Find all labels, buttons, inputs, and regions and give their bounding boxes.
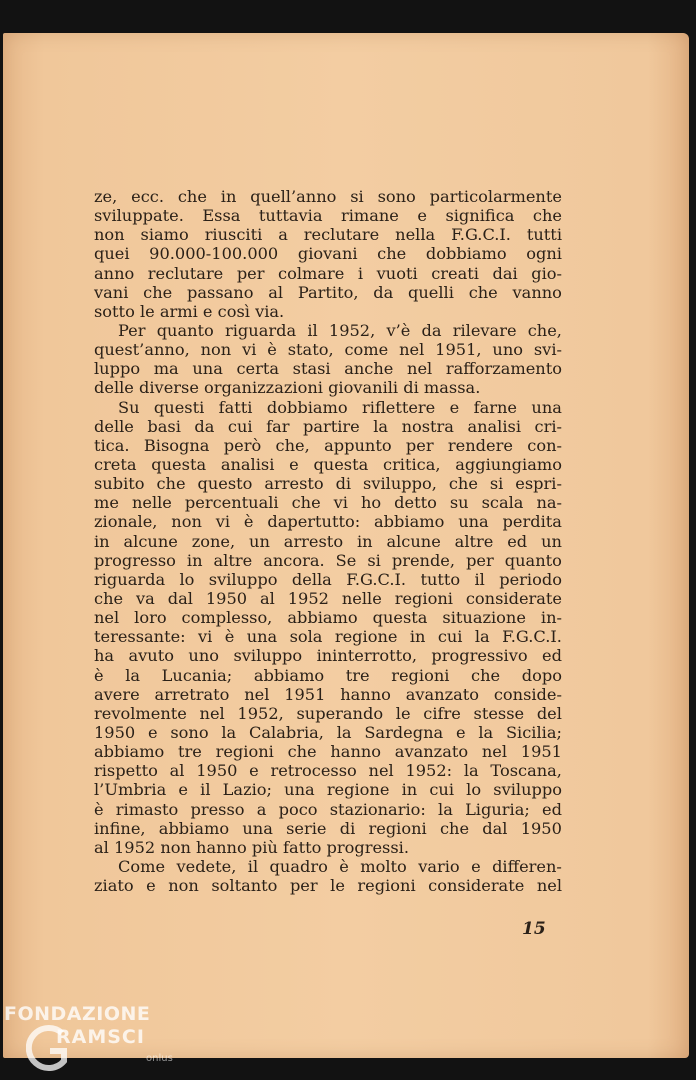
text-line: infine, abbiamo una serie di regioni che dal 1950 [94,818,562,838]
text-line: subito che questo arresto di sviluppo, che si espri- [94,474,562,494]
text-line: me nelle percentuali che vi ho detto su scala na- [94,493,562,513]
text-line: progresso in altre ancora. Se si prende, per quanto [94,550,562,570]
text-line: rispetto al 1950 e retrocesso nel 1952: la Toscana, [94,761,562,781]
text-line: sviluppate. Essa tuttavia rimane e significa che [94,206,562,226]
text-line: è rimasto presso a poco stazionario: la Liguria; ed [94,799,562,819]
text-line: ze, ecc. che in quell’anno si sono particolarmente [94,187,562,206]
text-line: tica. Bisogna però che, appunto per rendere con- [94,435,562,455]
text-line: che va dal 1950 al 1952 nelle regioni considerate [94,588,562,608]
text-line: sotto le armi e così via. [94,301,285,321]
text-line: è la Lucania; abbiamo tre regioni che dopo [94,665,562,685]
fondazione-gramsci-watermark [4,1003,194,1075]
text-line: luppo ma una certa stasi anche nel rafforzamento [94,359,562,379]
watermark-suffix: onlus [146,1053,173,1064]
text-line: avere arretrato nel 1951 hanno avanzato conside- [94,684,562,704]
text-line: revolmente nel 1952, superando le cifre stesse del [94,703,562,723]
text-line: zionale, non vi è dapertutto: abbiamo una perdita [94,512,562,532]
text-line: creta questa analisi e questa critica, aggiungiamo [94,454,562,474]
text-line: delle basi da cui far partire la nostra analisi cri- [94,416,562,436]
text-line: anno reclutare per colmare i vuoti creati dai gio- [94,263,562,283]
watermark-line-1: FONDAZIONE [4,1003,151,1025]
text-line: vani che passano al Partito, da quelli che vanno [94,282,562,302]
text-line: quest’anno, non vi è stato, come nel 1951, uno svi- [94,340,562,360]
page-number: 15 [522,919,546,939]
text-line: Per quanto riguarda il 1952, v’è da rilevare che, [118,320,562,340]
text-line: in alcune zone, un arresto in alcune altre ed un [94,531,562,551]
text-line: non siamo riusciti a reclutare nella F.G.C.I. tutti [94,225,562,245]
text-line: delle diverse organizzazioni giovanili di massa. [94,378,481,398]
text-line: l’Umbria e il Lazio; una regione in cui lo sviluppo [94,780,562,800]
body-text [94,187,562,895]
text-line: riguarda lo sviluppo della F.G.C.I. tutto il periodo [94,569,562,589]
text-line: ziato e non soltanto per le regioni considerate nel [94,876,562,896]
text-line: abbiamo tre regioni che hanno avanzato nel 1951 [94,742,562,762]
text-line: 1950 e sono la Calabria, la Sardegna e la Sicilia; [94,722,562,742]
text-line: nel loro complesso, abbiamo questa situazione in- [94,608,562,628]
text-line: ha avuto uno sviluppo ininterrotto, progressivo ed [94,646,562,666]
text-line: Come vedete, il quadro è molto vario e differen- [118,856,562,876]
text-line: Su questi fatti dobbiamo riflettere e farne una [118,397,562,417]
text-line: teressante: vi è una sola regione in cui la F.G.C.I. [94,627,562,647]
watermark-line-2: RAMSCI [56,1026,145,1048]
text-line: quei 90.000-100.000 giovani che dobbiamo ogni [94,244,562,264]
text-line: al 1952 non hanno più fatto progressi. [94,837,409,857]
